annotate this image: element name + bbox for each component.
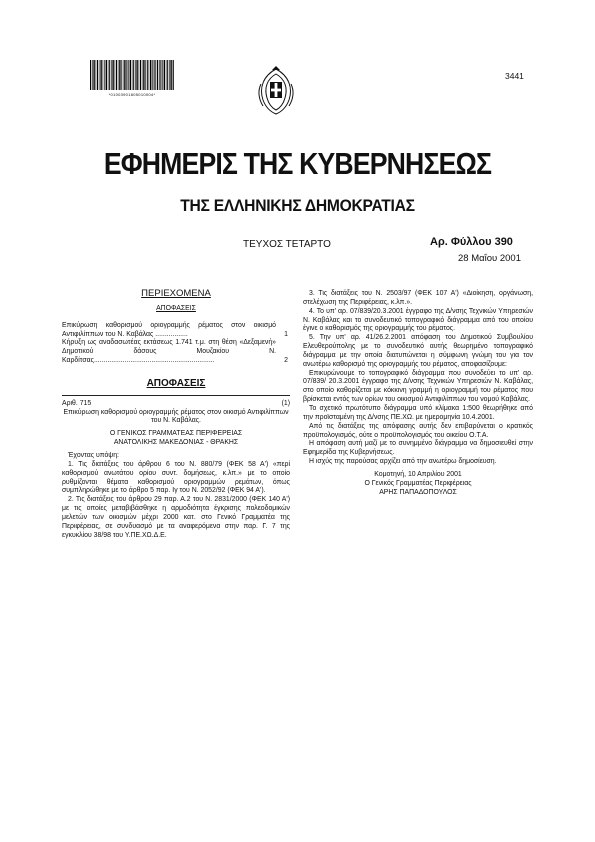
paragraph: 4. Το υπ' αρ. 07/839/20.3.2001 έγγραφο της Δ/νσης Τεχνικών Υπηρεσιών Ν. Καβάλας και το συνοδευτικό τοπογραφικό διάγραμμα από του οποίου έγινε ο καθορισμός της οριογραμμής του ρέματος. — [303, 307, 533, 333]
place-date: Κομοτηνή, 10 Απριλίου 2001 — [374, 470, 462, 478]
page-number: 3441 — [505, 71, 524, 81]
left-column — [62, 290, 290, 540]
toc-entry-page: 2 — [284, 357, 288, 365]
decision-subject: Επικύρωση καθορισμού οριογραμμής ρέματος στον οικισμό Αντιφιλίππων του Ν. Καβάλας. — [63, 408, 289, 425]
paragraph: Από τις διατάξεις της απόφασης αυτής δεν επιβαρύνεται ο κρατικός προϋπολογισμός, ούτε ο προϋπολογισμός του οικείου Ο.Τ.Α. — [303, 422, 533, 439]
decision-number: Αριθ. 715 (1) — [62, 399, 290, 407]
barcode-number: *01003901805010004* — [108, 92, 156, 97]
paragraph: Η απόφαση αυτή μαζί με το συνημμένο διάγραμμα να δημοσιευθεί στην Εφημερίδα της Κυβερνήσεως. — [303, 440, 533, 457]
gazette-subtitle: ΤΗΣ ΕΛΛΗΝΙΚΗΣ ΔΗΜΟΚΡΑΤΙΑΣ — [180, 196, 415, 215]
right-column — [303, 290, 533, 497]
issue-date: 28 Μαΐου 2001 — [458, 253, 521, 264]
paragraph: Το σχετικό πρωτότυπο διάγραμμα υπό κλίμακα 1:500 θεωρήθηκε από την προϊσταμένη της Δ/νσης ΠΕ.ΧΩ. με ημερομηνία 10.4.2001. — [303, 404, 533, 421]
toc-entry: Επικύρωση καθορισμού οριογραμμής ρέματος στον οικισμό Αντιφιλίππων του Ν. Καβάλας ................. 1 — [62, 321, 288, 338]
paragraph: 2. Τις διατάξεις του άρθρου 29 παρ. Α.2 του Ν. 2831/2000 (ΦΕΚ 140 Α') με τις οποίες μεταβιβάσθηκε η αρμοδιότητα έγκρισης πολεοδομικών μελετών των οικισμών μέχρι 2000 κατ. στο Γενικό Γραμματέα της Περιφέρειας, σε συνδυασμό με τα αναφερόμενα στην παρ. Γ. 7 της εγκυκλίου 38/98 του Υ.ΠΕ.ΧΩ.Δ.Ε. — [62, 496, 290, 539]
barcode — [90, 60, 174, 90]
issue-type: ΤΕΥΧΟΣ ΤΕΤΑΡΤΟ — [243, 239, 331, 250]
paragraph: 5. Την υπ' αρ. 41/26.2.2001 απόφαση του Δημοτικού Συμβουλίου Ελευθερούπολης με το συνοδευτικό αυτής θεωρημένο τοπογραφικό διάγραμμα με την οποία διατυπώνεται η σύμφωνη γνώμη του για τον ανωτέρω καθορισμό της οριογραμμής του ρέματος, αποφασίζουμε: — [303, 334, 533, 368]
signatory-name: ΑΡΗΣ ΠΑΠΑΔΟΠΟΥΛΟΣ — [379, 488, 457, 496]
paragraph: Η ισχύς της παρούσας αρχίζει από την ανωτέρω δημοσίευση. — [309, 458, 497, 466]
section-heading: ΑΠΟΦΑΣΕΙΣ — [146, 377, 206, 389]
paragraph: 1. Τις διατάξεις του άρθρου 6 του Ν. 880/79 (ΦΕΚ 58 Α') «περί καθορισμού ανωτάτου ορίου συντ. δομήσεως, κ.λπ.» με το οποίο ρυθμίζονται θέματα καθορισμού οριογραμμών ρεμάτων, όπως συμπληρώθηκε με το άρθρο 5 παρ. Ιγ του Ν. 2052/92 (ΦΕΚ 94 Α'). — [62, 460, 290, 495]
coat-of-arms-icon — [255, 66, 297, 116]
paragraph: 3. Τις διατάξεις του Ν. 2503/97 (ΦΕΚ 107 Α') «Διοίκηση, οργάνωση, στελέχωση της Περιφέρειας, κ.λπ.». — [303, 290, 533, 306]
decision-ref: (1) — [281, 399, 290, 407]
gazette-title: ΕΦΗΜΕΡΙΣ ΤΗΣ ΚΥΒΕΡΝΗΣΕΩΣ — [103, 146, 492, 181]
paragraph: Επικυρώνουμε το τοπογραφικό διάγραμμα που συνοδεύει το υπ' αρ. 07/839/ 20.3.2001 έγγραφο της Δ/νσης Τεχνικών Υπηρεσιών Ν. Καβάλας, στο οποίο καθορίζεται με κόκκινη γραμμή η οριογραμμή του ρέματος που βρίσκεται εντός των ορίων του οικισμού Αντιφιλίππων του νομού Καβάλας. — [303, 369, 533, 404]
divider — [62, 395, 290, 396]
issue-number: Αρ. Φύλλου 390 — [430, 236, 513, 248]
toc-entry: Κήρυξη ως αναδασωτέας εκτάσεως 1.741 τ.μ. στη θέση «Δεξαμενή» Δημοτικού δάσους Μουζακίου Ν. Καρδίτσας............................................................... 2 — [62, 339, 288, 365]
signatory-title: Ο Γενικός Γραμματέας Περιφέρειας — [364, 479, 472, 487]
toc-entry-page: 1 — [284, 330, 288, 338]
authority-line-1: Ο ΓΕΝΙΚΟΣ ΓΡΑΜΜΑΤΕΑΣ ΠΕΡΙΦΕΡΕΙΑΣ — [109, 430, 243, 438]
toc-heading: ΠΕΡΙΕΧΟΜΕΝΑ — [141, 288, 211, 299]
toc-subheading: ΑΠΟΦΑΣΕΙΣ — [156, 304, 196, 312]
considering-label: Έχοντας υπόψη: — [68, 451, 119, 459]
authority-line-2: ΑΝΑΤΟΛΙΚΗΣ ΜΑΚΕΔΟΝΙΑΣ - ΘΡΑΚΗΣ — [113, 439, 239, 447]
